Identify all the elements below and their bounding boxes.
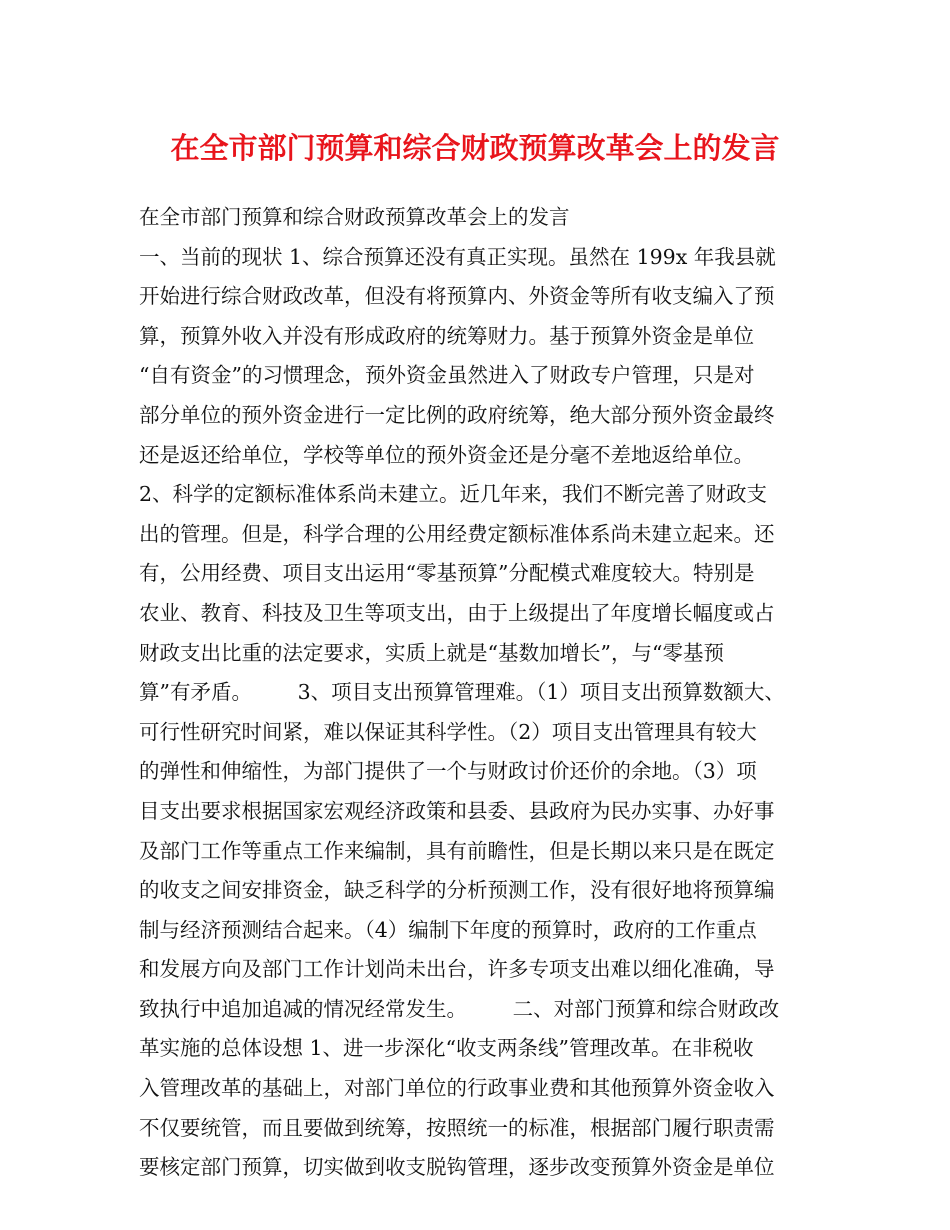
- body-line: 可行性研究时间紧，难以保证其科学性。（2）项目支出管理具有较大: [139, 719, 757, 744]
- body-line: 革实施的总体设想 1、进一步深化“收支两条线”管理改革。在非税收: [139, 1036, 754, 1061]
- body-line: 还是返还给单位，学校等单位的预外资金还是分毫不差地返给单位。: [139, 442, 754, 467]
- body-line: “自有资金”的习惯理念，预外资金虽然进入了财政专户管理，只是对: [139, 363, 755, 388]
- body-line: 要核定部门预算，切实做到收支脱钩管理，逐步改变预算外资金是单位: [139, 1155, 775, 1180]
- body-line: 不仅要统管，而且要做到统筹，按照统一的标准，根据部门履行职责需: [139, 1115, 775, 1140]
- body-line: 算”有矛盾。 3、项目支出预算管理难。（1）项目支出预算数额大、: [139, 680, 785, 705]
- body-line: 目支出要求根据国家宏观经济政策和县委、县政府为民办实事、办好事: [139, 798, 775, 823]
- body-line: 部分单位的预外资金进行一定比例的政府统筹，绝大部分预外资金最终: [139, 402, 775, 427]
- body-line: 的弹性和伸缩性，为部门提供了一个与财政讨价还价的余地。（3）项: [139, 759, 757, 784]
- body-line: 入管理改革的基础上，对部门单位的行政事业费和其他预算外资金收入: [139, 1076, 775, 1101]
- body-line: 和发展方向及部门工作计划尚未出台，许多专项支出难以细化准确，导: [139, 957, 775, 982]
- body-line: 有，公用经费、项目支出运用“零基预算”分配模式难度较大。特别是: [139, 561, 755, 586]
- body-line: 的收支之间安排资金，缺乏科学的分析预测工作，没有很好地将预算编: [139, 878, 775, 903]
- body-line: 农业、教育、科技及卫生等项支出，由于上级提出了年度增长幅度或占: [139, 600, 775, 625]
- body-line: 2、科学的定额标准体系尚未建立。近几年来，我们不断完善了财政支: [139, 482, 768, 507]
- body-line: 财政支出比重的法定要求，实质上就是“基数加增长”，与“零基预: [139, 640, 724, 665]
- body-line: 一、当前的现状 1、综合预算还没有真正实现。虽然在 199x 年我县就: [139, 244, 776, 269]
- document-title: 在全市部门预算和综合财政预算改革会上的发言: [170, 131, 780, 165]
- body-line: 出的管理。但是，科学合理的公用经费定额标准体系尚未建立起来。还: [139, 521, 775, 546]
- body-line: 致执行中追加追减的情况经常发生。 二、对部门预算和综合财政改: [139, 996, 780, 1021]
- body-line: 及部门工作等重点工作来编制，具有前瞻性，但是长期以来只是在既定: [139, 838, 775, 863]
- document-body: [139, 198, 829, 1188]
- body-line: 在全市部门预算和综合财政预算改革会上的发言: [139, 205, 570, 229]
- body-line: 算，预算外收入并没有形成政府的统筹财力。基于预算外资金是单位: [139, 323, 754, 348]
- body-line: 开始进行综合财政改革，但没有将预算内、外资金等所有收支编入了预: [139, 284, 775, 309]
- body-line: 制与经济预测结合起来。（4）编制下年度的预算时，政府的工作重点: [139, 917, 757, 942]
